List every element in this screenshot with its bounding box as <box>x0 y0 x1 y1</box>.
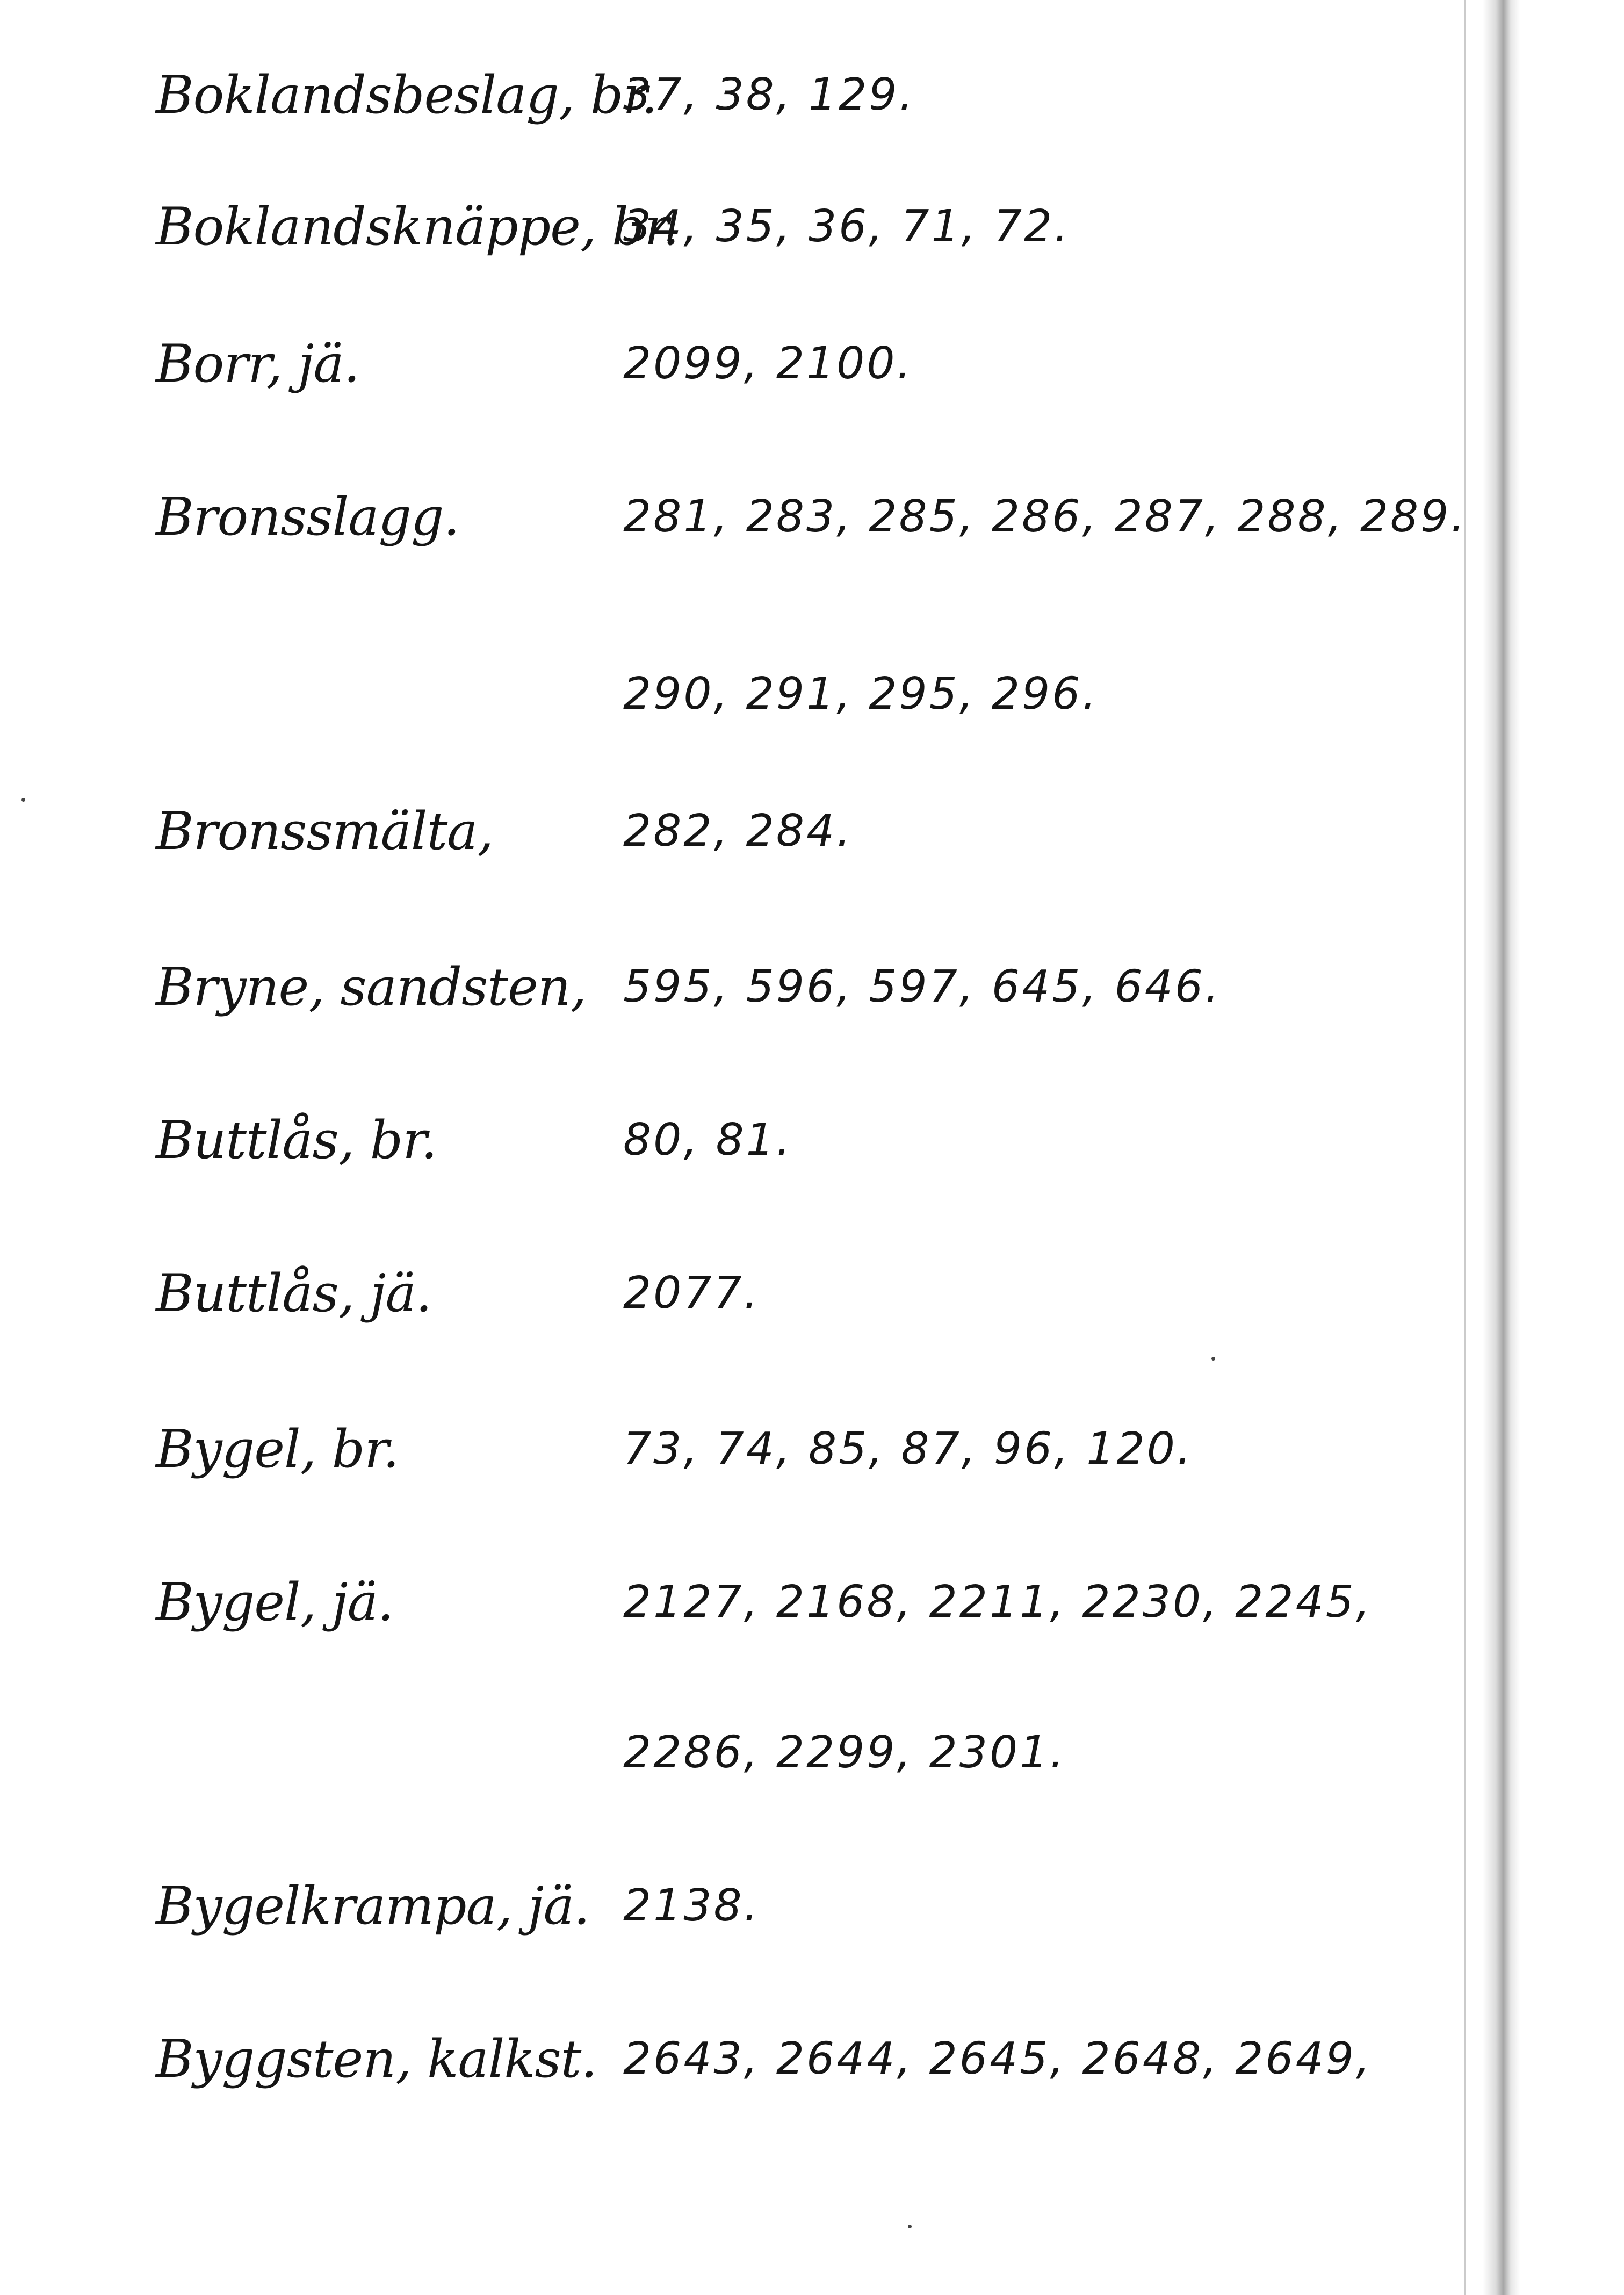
entry-term: Bryne, sandsten, <box>156 957 587 1017</box>
entry-references: 34, 35, 36, 71, 72. <box>623 201 1071 252</box>
index-entry-continuation <box>0 1722 1450 1830</box>
entry-references: 2286, 2299, 2301. <box>623 1727 1066 1778</box>
entry-term: Borr, jä. <box>156 334 360 394</box>
entry-references: 281, 283, 285, 286, 287, 288, 289. <box>623 491 1467 542</box>
index-entry <box>0 1419 1450 1526</box>
entry-term: Bygelkrampa, jä. <box>156 1876 590 1936</box>
entry-references: 2643, 2644, 2645, 2648, 2649, <box>623 2033 1373 2084</box>
scan-speck <box>1211 1357 1215 1361</box>
entry-term: Bronsslagg. <box>156 487 459 547</box>
entry-term: Buttlås, jä. <box>156 1263 432 1323</box>
scan-speck <box>908 2225 912 2228</box>
entry-references: 290, 291, 295, 296. <box>623 668 1099 720</box>
entry-term: Bygel, jä. <box>156 1572 394 1632</box>
index-entry <box>0 333 1450 441</box>
index-entry <box>0 1110 1450 1217</box>
index-entry <box>0 64 1450 172</box>
index-entry <box>0 196 1450 304</box>
entry-term: Boklandsbeslag, br. <box>156 65 658 125</box>
entry-references: 37, 38, 129. <box>623 69 915 120</box>
index-entry <box>0 1572 1450 1679</box>
entry-references: 2077. <box>623 1268 760 1319</box>
entry-references: 73, 74, 85, 87, 96, 120. <box>623 1423 1193 1474</box>
entry-term: Byggsten, kalkst. <box>156 2029 597 2089</box>
entry-term: Bygel, br. <box>156 1419 399 1479</box>
entry-term: Boklandsknäppe, br. <box>156 197 679 257</box>
index-entry <box>0 1263 1450 1370</box>
index-entry-continuation <box>0 664 1450 771</box>
index-entry <box>0 2028 1450 2136</box>
scan-speck <box>21 798 25 802</box>
entry-references: 80, 81. <box>623 1114 792 1166</box>
entry-references: 282, 284. <box>623 805 853 857</box>
binding-edge-shadow <box>1483 0 1520 2295</box>
entry-term: Buttlås, br. <box>156 1110 437 1170</box>
index-entry <box>0 1875 1450 1983</box>
entry-term: Bronssmälta, <box>156 801 493 861</box>
entry-references: 2127, 2168, 2211, 2230, 2245, <box>623 1577 1373 1628</box>
index-entry <box>0 801 1450 908</box>
entry-references: 595, 596, 597, 645, 646. <box>623 961 1222 1012</box>
page-edge-line <box>1464 0 1466 2295</box>
entry-references: 2099, 2100. <box>623 338 913 389</box>
index-entry <box>0 956 1450 1064</box>
entry-references: 2138. <box>623 1880 760 1931</box>
index-entry <box>0 486 1467 594</box>
